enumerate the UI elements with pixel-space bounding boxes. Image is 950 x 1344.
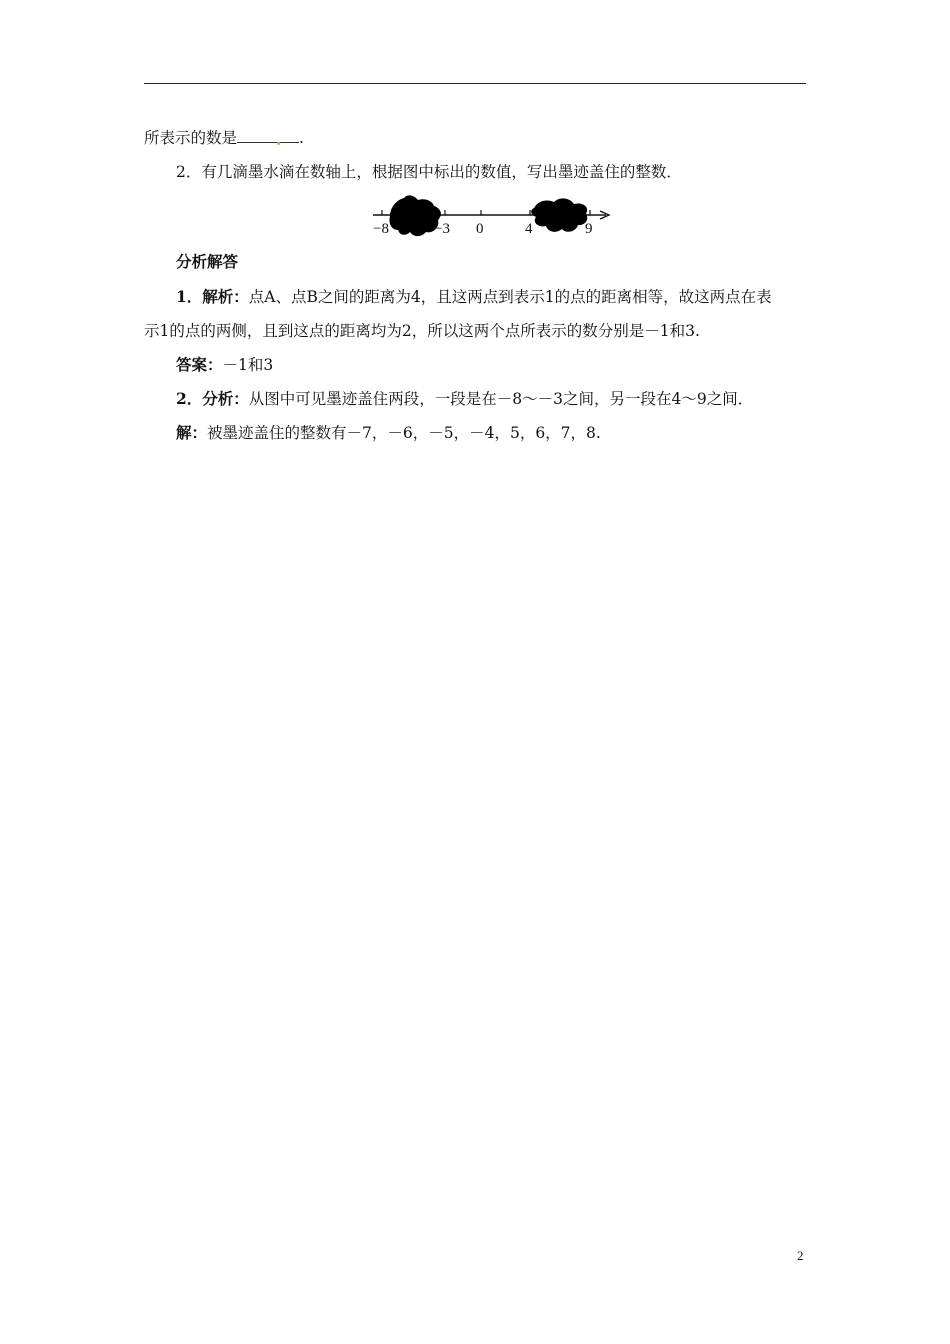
answer-blank-line bbox=[144, 128, 304, 148]
analysis-1-label: 1．解析： bbox=[176, 287, 249, 306]
label-0: 0 bbox=[476, 221, 484, 237]
label-9: 9 bbox=[585, 221, 593, 237]
analysis-2-text: 从图中可见墨迹盖住两段，一段是在－8～－3之间，另一段在4～9之间． bbox=[248, 390, 754, 408]
analysis-1-line-2: 示1的点的两侧，且到这点的距离均为2，所以这两个点所表示的数分别是－1和3. bbox=[144, 322, 700, 340]
ink-blot-right bbox=[531, 198, 587, 231]
label-neg3: −3 bbox=[434, 221, 450, 237]
answer-text: －1和3 bbox=[222, 356, 274, 374]
period: . bbox=[299, 129, 304, 147]
header-rule bbox=[144, 83, 806, 84]
label-neg8: −8 bbox=[373, 221, 389, 237]
section-heading: 分析解答 bbox=[176, 252, 239, 271]
answer-label: 答案： bbox=[176, 355, 223, 374]
answer-1-line bbox=[176, 355, 273, 375]
solution-label: 解： bbox=[176, 423, 208, 442]
analysis-1-text: 点A、点B之间的距离为4，且这两点到表示1的点的距离相等，故这两点在表 bbox=[248, 288, 772, 306]
page-number: 2 bbox=[797, 1248, 804, 1263]
solution-text: 被墨迹盖住的整数有－7，－6，－5，－4，5，6，7，8. bbox=[207, 424, 601, 442]
label-4: 4 bbox=[525, 221, 533, 237]
question-tail-text: 所表示的数是 bbox=[144, 129, 238, 147]
fill-in-blank[interactable] bbox=[237, 128, 299, 143]
number-line-figure bbox=[368, 190, 618, 240]
analysis-2-label: 2．分析： bbox=[176, 389, 249, 408]
solution-2-line bbox=[176, 423, 601, 443]
analysis-1-line-1 bbox=[176, 287, 772, 307]
analysis-2-line bbox=[176, 389, 753, 409]
question-2-text: 2．有几滴墨水滴在数轴上，根据图中标出的数值，写出墨迹盖住的整数． bbox=[176, 163, 682, 181]
